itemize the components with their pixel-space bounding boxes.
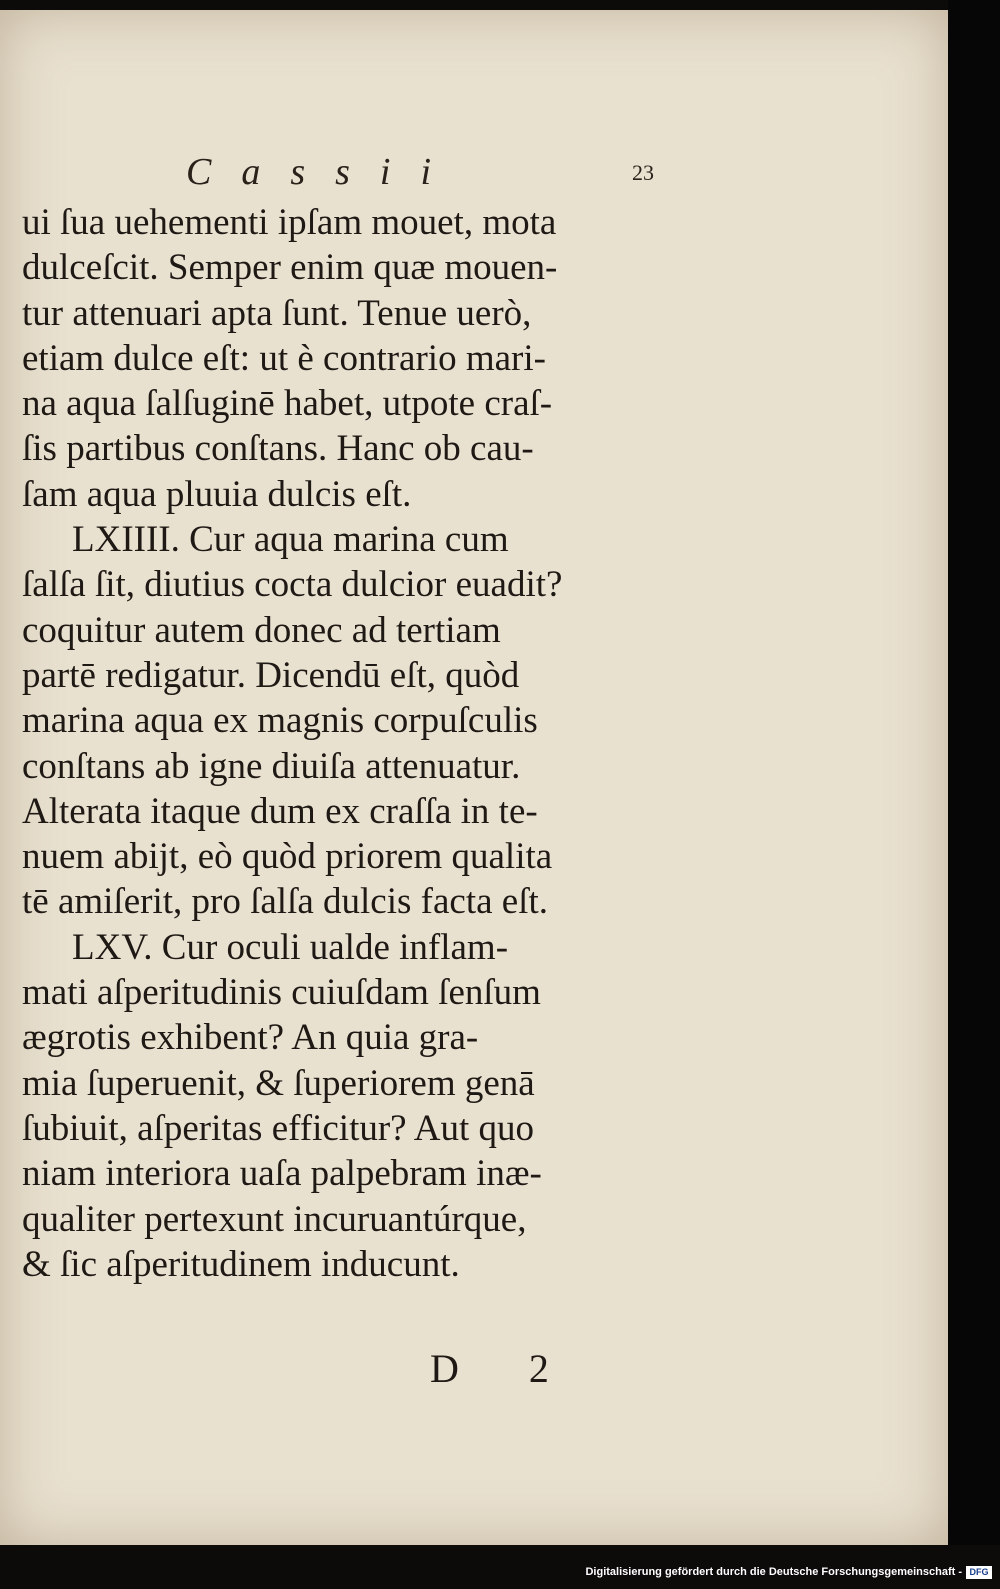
scan-background: [948, 0, 1000, 1545]
text-line: mia ſuperuenit, & ſuperiorem genā: [22, 1062, 535, 1104]
text-line: Alterata itaque dum ex craſſa in te-: [22, 790, 538, 832]
text-line: qualiter pertexunt incuruantúrque,: [22, 1198, 527, 1240]
running-title: Cassii: [186, 151, 462, 193]
digitization-footer: [585, 1559, 992, 1585]
text-line: mati aſperitudinis cuiuſdam ſenſum: [22, 972, 541, 1014]
text-line: ſis partibus conſtans. Hanc ob cau-: [22, 428, 534, 470]
text-line: nuem abijt, eò quòd priorem qualita: [22, 836, 553, 878]
text-line: tur attenuari apta ſunt. Tenue uerò,: [22, 292, 532, 334]
text-line: ui ſua uehementi ipſam mouet, mota: [22, 202, 557, 243]
text-line: partē redigatur. Dicendū eſt, quòd: [22, 654, 520, 696]
text-line: marina aqua ex magnis corpuſculis: [22, 700, 538, 742]
footer-credit: Digitalisierung gefördert durch die Deutsche Forschungsgemeinschaft -: [585, 1566, 962, 1578]
section-heading-line: LXIIII. Cur aqua marina cum: [72, 519, 509, 561]
signature-mark: D 2: [430, 1346, 579, 1391]
text-line: ſam aqua pluuia dulcis eſt.: [22, 473, 412, 515]
text-line: ſalſa ſit, diutius cocta dulcior euadit?: [22, 564, 563, 606]
text-line: ſubiuit, aſperitas efficitur? Aut quo: [22, 1107, 535, 1149]
dfg-logo-icon: DFG: [966, 1566, 992, 1579]
text-line: & ſic aſperitudinem inducunt.: [22, 1243, 460, 1285]
text-line: niam interiora uaſa palpebram inæ-: [22, 1153, 542, 1195]
text-line: tē amiſerit, pro ſalſa dulcis facta eſt.: [22, 881, 549, 923]
text-line: na aqua ſalſuginē habet, utpote craſ-: [22, 383, 553, 425]
body-text: [22, 200, 672, 1287]
text-line: coquitur autem donec ad tertiam: [22, 609, 501, 651]
text-line: dulceſcit. Semper enim quæ mouen-: [22, 247, 558, 289]
text-line: ægrotis exhibent? An quia gra-: [22, 1017, 479, 1059]
text-line: etiam dulce eſt: ut è contrario mari-: [22, 337, 546, 379]
section-heading-line: LXV. Cur oculi ualde inflam-: [72, 926, 509, 968]
page-number: 23: [632, 160, 654, 185]
text-line: conſtans ab igne diuiſa attenuatur.: [22, 745, 521, 787]
